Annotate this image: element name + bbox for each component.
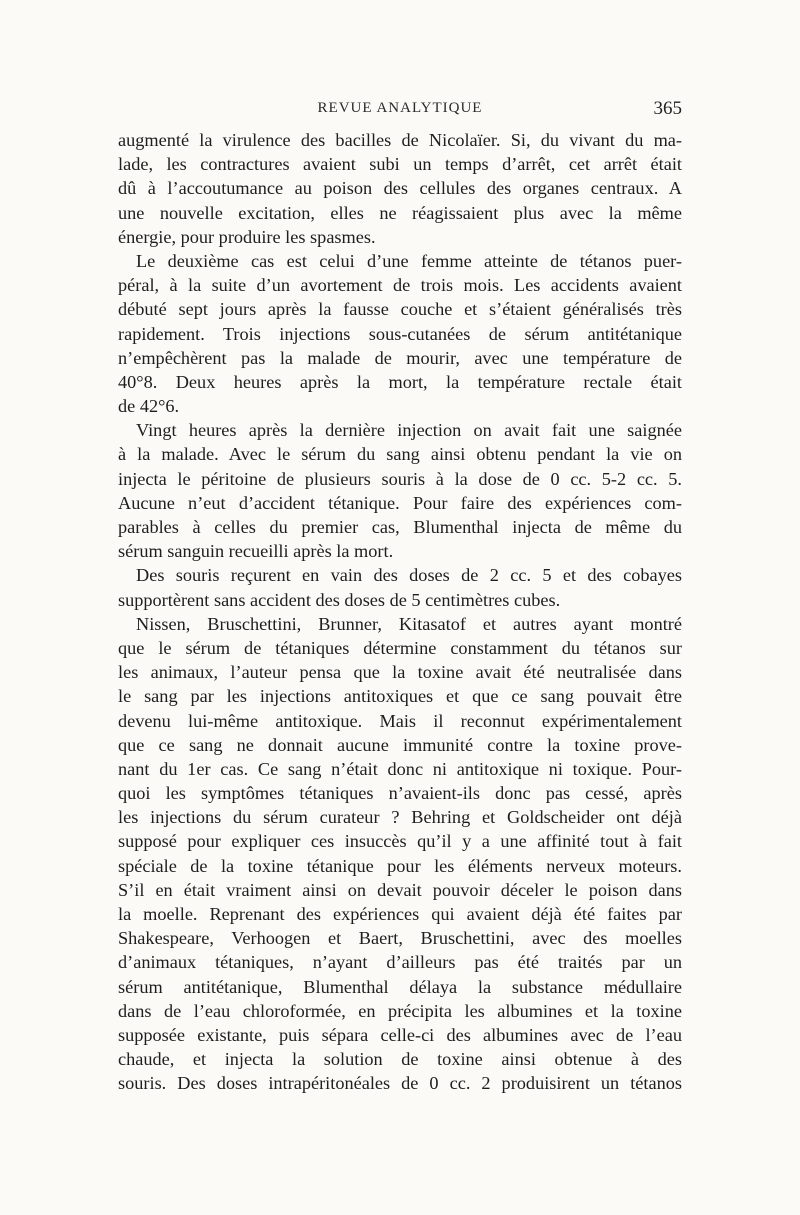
text-line: Nissen, Bruschettini, Brunner, Kitasatof et autres ayant montré — [136, 613, 682, 634]
text-line: que ce sang ne donnait aucune immunité contre la toxine prove- — [118, 734, 682, 755]
text-line: quoi les symptômes tétaniques n’avaient-ils donc pas cessé, après — [118, 783, 682, 804]
text-line: Des souris reçurent en vain des doses de 2 cc. 5 et des cobayes — [136, 565, 682, 586]
text-line: S’il en était vraiment ainsi on devait pouvoir déceler le poison dans — [118, 879, 682, 900]
text-line: péral, à la suite d’un avortement de trois mois. Les accidents avaient — [118, 275, 682, 296]
text-line: nant du 1er cas. Ce sang n’était donc ni antitoxique ni toxique. Pour- — [118, 758, 682, 779]
text-line: Vingt heures après la dernière injection on avait fait une saignée — [136, 420, 682, 441]
text-line: Shakespeare, Verhoogen et Baert, Bruschettini, avec des moelles — [118, 928, 682, 949]
running-head-title: REVUE ANALYTIQUE — [317, 100, 483, 116]
body-text — [118, 128, 682, 1096]
text-line: d’animaux tétaniques, n’ayant d’ailleurs pas été traités par un — [118, 952, 682, 973]
text-line: les animaux, l’auteur pensa que la toxine avait été neutralisée dans — [118, 662, 682, 683]
text-line: dans de l’eau chloroformée, en précipita les albumines et la toxine — [118, 1000, 682, 1021]
page-number: 365 — [653, 98, 682, 119]
text-line: rapidement. Trois injections sous-cutanées de sérum antitétanique — [118, 323, 682, 344]
text-line: les injections du sérum curateur ? Behring et Goldscheider ont déjà — [118, 807, 682, 828]
text-line: spéciale de la toxine tétanique pour les éléments nerveux moteurs. — [118, 855, 682, 876]
text-line: à la malade. Avec le sérum du sang ainsi obtenu pendant la vie on — [118, 444, 682, 465]
text-line: augmenté la virulence des bacilles de Nicolaïer. Si, du vivant du ma- — [118, 130, 682, 150]
text-line: injecta le péritoine de plusieurs souris à la dose de 0 cc. 5-2 cc. 5. — [118, 468, 682, 489]
text-line: chaude, et injecta la solution de toxine ainsi obtenue à des — [118, 1049, 682, 1070]
text-line: la moelle. Reprenant des expériences qui avaient déjà été faites par — [118, 904, 682, 924]
text-line: débuté sept jours après la fausse couche et s’étaient généralisés très — [118, 299, 682, 320]
text-line: devenu lui-même antitoxique. Mais il reconnut expérimentalement — [118, 710, 682, 731]
text-line: Le deuxième cas est celui d’une femme atteinte de tétanos puer- — [136, 250, 682, 271]
text-line: sérum antitétanique, Blumenthal délaya la substance médullaire — [118, 976, 682, 997]
text-line: une nouvelle excitation, elles ne réagissaient plus avec la même — [118, 202, 682, 223]
text-line: supposé pour expliquer ces insuccès qu’il y a une affinité tout à fait — [118, 831, 682, 852]
text-line: parables à celles du premier cas, Blumenthal injecta de même du — [118, 517, 682, 537]
text-line: que le sérum de tétaniques détermine constamment du tétanos sur — [118, 637, 682, 658]
text-line: lade, les contractures avaient subi un temps d’arrêt, cet arrêt était — [118, 154, 682, 175]
text-line: n’empêchèrent pas la malade de mourir, avec une température de — [118, 347, 682, 368]
running-head — [118, 92, 682, 122]
text-line: souris. Des doses intrapéritonéales de 0 cc. 2 produisirent un tétanos — [118, 1073, 682, 1094]
text-line: sérum sanguin recueilli après la mort. — [118, 541, 394, 562]
text-line: énergie, pour produire les spasmes. — [118, 226, 376, 247]
text-line: de 42°6. — [118, 396, 180, 417]
text-line: 40°8. Deux heures après la mort, la température rectale était — [118, 371, 682, 392]
text-line: Aucune n’eut d’accident tétanique. Pour faire des expériences com- — [118, 492, 682, 513]
text-line: le sang par les injections antitoxiques et que ce sang pouvait être — [118, 686, 682, 707]
text-line: dû à l’accoutumance au poison des cellules des organes centraux. A — [118, 178, 682, 199]
text-line: supportèrent sans accident des doses de 5 centimètres cubes. — [118, 589, 561, 610]
text-line: supposée existante, puis sépara celle-ci des albumines avec de l’eau — [118, 1024, 682, 1045]
